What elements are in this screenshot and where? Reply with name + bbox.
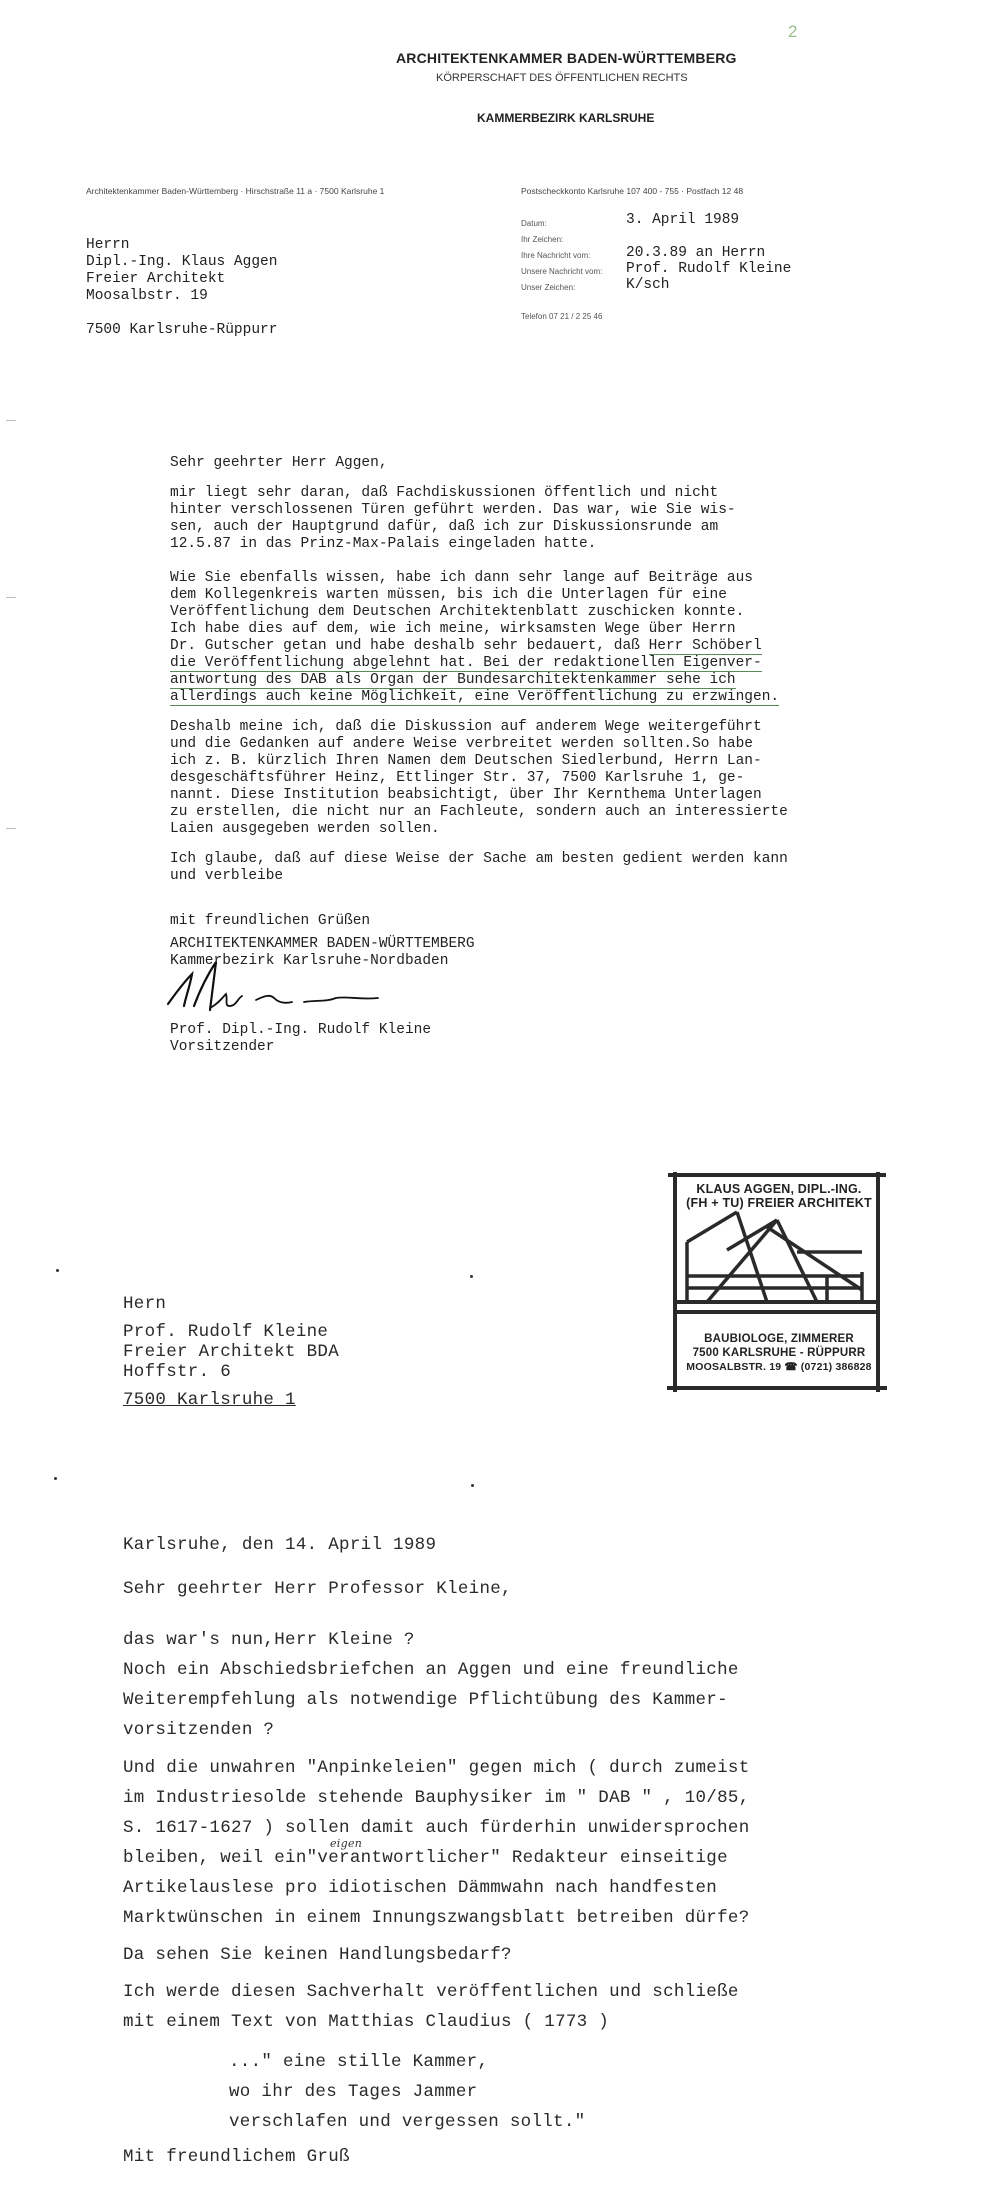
punch-dot [470, 1275, 473, 1278]
letter1-paragraph-4: Ich glaube, daß auf diese Weise der Sache am besten gedient werden kann und verbleibe [170, 851, 788, 884]
letter2-salutation: Sehr geehrter Herr Professor Kleine, [123, 1579, 512, 1599]
letter1-paragraph-1: mir liegt sehr daran, daß Fachdiskussionen öffentlich und nicht hinter verschlossenen Türen geführt werden. Das war, wie Sie wis- sen, auch der Hauptgrund dafür, daß ich zur Diskussionsrunde am 12.5.87 in das Prinz-Max-Palais eingeladen hatte. [170, 485, 736, 552]
datum-value: 3. April 1989 [626, 212, 740, 228]
letter2-closing: Mit freundlichem Gruß [123, 2147, 350, 2167]
address-line: Moosalbstr. 19 [86, 288, 208, 304]
punch-dot [471, 1484, 474, 1487]
address-line: Prof. Rudolf Kleine [123, 1322, 329, 1342]
recipient-address-1 [86, 237, 277, 339]
underlined-passage: allerdings auch keine Möglichkeit, eine Veröffentlichung zu erzwingen. [170, 689, 780, 705]
letter1-signer: Prof. Dipl.-Ing. Rudolf Kleine Vorsitzender [170, 1022, 432, 1055]
letter1-closing: mit freundlichen Grüßen ARCHITEKTENKAMMER BADEN-WÜRTTEMBERG Kammerbezirk Karlsruhe-Nordbaden [170, 913, 475, 969]
ihre-nachricht-value: 20.3.89 an Herrn [626, 245, 766, 261]
letter2-paragraph-4: Ich werde diesen Sachverhalt veröffentlichen und schließe mit einem Text von Matthias Claudius ( 1773 ) [123, 1982, 739, 2032]
letter2-quote: ..." eine stille Kammer, wo ihr des Tages Jammer verschlafen und vergessen sollt." [229, 2052, 586, 2132]
fold-mark [6, 597, 16, 598]
address-line: Herrn [86, 237, 130, 253]
unser-zeichen-label: Unser Zeichen: [521, 283, 576, 292]
letter2-paragraph-1: das war's nun,Herr Kleine ? Noch ein Abschiedsbriefchen an Aggen und eine freundliche Weiterempfehlung als notwendige Pflichtübung des Kammer- vorsitzenden ? [123, 1630, 739, 1740]
ihre-nachricht-label: Ihre Nachricht vom: [521, 251, 591, 260]
recipient-address-2 [123, 1294, 339, 1410]
telefon-line: Telefon 07 21 / 2 25 46 [521, 312, 603, 321]
bank-line: Postscheckkonto Karlsruhe 107 400 - 755 · Postfach 12 48 [521, 186, 744, 196]
address-line: Hoffstr. 6 [123, 1362, 232, 1382]
address-line: 7500 Karlsruhe-Rüppurr [86, 322, 278, 338]
stamp-top-text: KLAUS AGGEN, DIPL.-ING. (FH + TU) FREIER ARCHITEKT [686, 1182, 872, 1210]
underlined-passage: Herr Schöberl [648, 638, 762, 654]
unsere-nachricht-value: Prof. Rudolf Kleine [626, 261, 792, 277]
page-number-mark: 2 [788, 22, 798, 41]
ihr-zeichen-label: Ihr Zeichen: [521, 235, 564, 244]
underlined-passage: antwortung des DAB als Organ der Bundesarchitektenkammer sehe ich [170, 672, 736, 688]
address-line: Hern [123, 1294, 167, 1314]
letterhead-org-subtitle: KÖRPERSCHAFT DES ÖFFENTLICHEN RECHTS [436, 72, 688, 84]
punch-dot [56, 1269, 59, 1272]
handwritten-insert: eigen [330, 1837, 363, 1850]
letter2-paragraph-3: Da sehen Sie keinen Handlungsbedarf? [123, 1945, 512, 1965]
unsere-nachricht-label: Unsere Nachricht vom: [521, 267, 603, 276]
underlined-passage: die Veröffentlichung abgelehnt hat. Bei der redaktionellen Eigenver- [170, 655, 762, 671]
unser-zeichen-value: K/sch [626, 277, 670, 293]
architect-stamp [667, 1172, 887, 1392]
address-line: 7500 Karlsruhe 1 [123, 1390, 296, 1410]
letter1-paragraph-3: Deshalb meine ich, daß die Diskussion auf anderem Wege weitergeführt und die Gedanken auf andere Weise verbreitet werden sollten.So habe ich z. B. kürzlich Ihren Namen dem Deutschen Siedlerbund, Herrn Lan- desgeschäftsführer Heinz, Ettlinger Str. 37, 7500 Karlsruhe 1, ge- nannt. Diese Institution beabsichtigt, über Ihr Kernthema Unterlagen zu erstellen, die nicht nur an Fachleute, sondern auch an interessierte Laien ausgegeben werden sollen. [170, 719, 788, 837]
fold-mark [6, 828, 16, 829]
letterhead-org-name: ARCHITEKTENKAMMER BADEN-WÜRTTEMBERG [396, 50, 737, 66]
punch-dot [54, 1477, 57, 1480]
sender-return-line: Architektenkammer Baden-Württemberg · Hirschstraße 11 a · 7500 Karlsruhe 1 [86, 186, 385, 196]
address-line: Dipl.-Ing. Klaus Aggen [86, 254, 278, 270]
letter1-salutation: Sehr geehrter Herr Aggen, [170, 455, 388, 471]
address-line: Freier Architekt [86, 271, 226, 287]
fold-mark [6, 420, 16, 421]
datum-label: Datum: [521, 219, 547, 228]
signature-area [170, 970, 790, 1022]
address-line: Freier Architekt BDA [123, 1342, 340, 1362]
letter1-body [170, 455, 790, 1056]
handwritten-signature [164, 960, 424, 1020]
letter2-paragraph-2: Und die unwahren "Anpinkeleien" gegen mich ( durch zumeist im Industriesolde stehende Bauphysiker im " DAB " , 10/85, S. 1617-1627 ) sollen damit auch fürderhin unwidersprochen bleiben, weil ein"verantwortlicher" Redakteur einseitige Artikelauslese pro idiotischen Dämmwahn nach handfesten Marktwünschen in einem Innungszwangsblatt betreiben dürfe? eigen [123, 1758, 750, 1928]
letter2-date: Karlsruhe, den 14. April 1989 [123, 1535, 437, 1555]
stamp-bottom-text: BAUBIOLOGE, ZIMMERER 7500 KARLSRUHE - RÜPPURR MOOSALBSTR. 19 ☎ (0721) 386828 [686, 1333, 872, 1373]
letter2-body [123, 1535, 923, 2167]
letterhead-district: KAMMERBEZIRK KARLSRUHE [477, 111, 655, 125]
letter1-paragraph-2: Wie Sie ebenfalls wissen, habe ich dann sehr lange auf Beiträge aus dem Kollegenkreis warten müssen, bis ich die Unterlagen für eine Veröffentlichung dem Deutschen Architektenblatt zuschicken konnte. Ich habe dies auf dem, wie ich meine, wirksamsten Wege über Herrn Dr. Gutscher getan und habe deshalb sehr bedauert, daß Herr Schöberl die Veröffentlichung abgelehnt hat. Bei der redaktionellen Eigenver- antwortung des DAB als Organ der Bundesarchitektenkammer sehe ich allerdings auch keine Möglichkeit, eine Veröffentlichung zu erzwingen. [170, 570, 780, 705]
